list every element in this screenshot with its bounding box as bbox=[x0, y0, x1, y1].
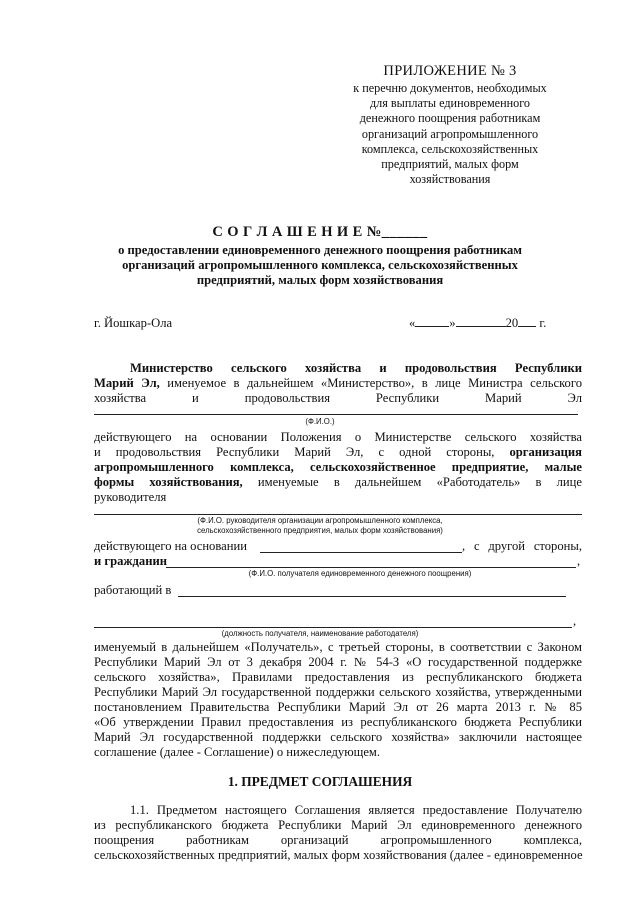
body-line: Министерство сельского хозяйства и продовольствия Республики bbox=[130, 361, 582, 375]
appendix-line: к перечню документов, необходимых bbox=[353, 81, 547, 95]
body-line: действующего на основании Положения о Министерстве сельского хозяйства bbox=[94, 430, 582, 444]
fio-blank-line bbox=[94, 414, 578, 415]
body-line: , с другой стороны, bbox=[462, 539, 582, 553]
comma: , bbox=[573, 614, 577, 628]
head-blank-line bbox=[94, 514, 582, 515]
date-close-quote: » bbox=[449, 316, 456, 330]
year-prefix: 20 bbox=[505, 316, 519, 330]
body-line: Марий Эл, именуемое в дальнейшем «Министерство», в лице Министра сельского bbox=[94, 376, 582, 390]
body-line: именуемый в дальнейшем «Получатель», с третьей стороны, в соответствии с Законом bbox=[94, 640, 582, 654]
body-line: сельского хозяйства», Правилами предоставления из республиканского бюджета bbox=[94, 670, 582, 684]
body-line: соглашение (далее - Соглашение) о нижеследующем. bbox=[94, 745, 381, 759]
appendix-line: для выплаты единовременного bbox=[369, 96, 531, 111]
comma: , bbox=[577, 554, 581, 568]
appendix-header bbox=[340, 62, 560, 187]
date-open-quote: « bbox=[409, 316, 416, 330]
workplace-blank-line bbox=[178, 596, 566, 597]
body-line: формы хозяйствования, именуемые в дальнейшем «Работодатель» в лице bbox=[94, 475, 582, 489]
appendix-line: денежного поощрения работникам bbox=[359, 111, 541, 126]
date-line bbox=[409, 316, 546, 331]
basis-blank-line bbox=[260, 552, 462, 553]
body-line: Марий Эл государственной поддержки сельского хозяйства» заключили настоящее bbox=[94, 730, 582, 744]
body-line: Республики Марий Эл государственной поддержки сельского хозяйства, утвержденными bbox=[94, 685, 582, 699]
appendix-line: комплекса, сельскохозяйственных bbox=[361, 141, 539, 156]
caption: (должность получателя, наименование работодателя) bbox=[221, 629, 419, 638]
section-heading: 1. ПРЕДМЕТ СОГЛАШЕНИЯ bbox=[227, 774, 413, 789]
caption: (Ф.И.О.) bbox=[305, 417, 335, 426]
appendix-line: хозяйствования bbox=[409, 172, 491, 187]
section-line: из республиканского бюджета Республики Марий Эл единовременного денежного bbox=[94, 818, 582, 832]
section-line: сельскохозяйственных предприятий, малых форм хозяйствования (далее - единовременное bbox=[94, 848, 583, 862]
body-line: «Об утверждении Правил предоставления из республиканского бюджета Республики bbox=[94, 715, 582, 729]
body-line: руководителя bbox=[94, 490, 167, 504]
day-blank bbox=[415, 316, 449, 327]
month-blank bbox=[456, 316, 506, 327]
body-line: действующего на основании bbox=[94, 539, 247, 553]
section-line: поощрения работникам организаций агропромышленного комплекса, bbox=[94, 833, 582, 847]
agreement-subtitle-line: о предоставлении единовременного денежного поощрения работникам bbox=[118, 243, 522, 257]
agreement-subtitle-line: предприятий, малых форм хозяйствования bbox=[196, 273, 444, 287]
body-line: и гражданин bbox=[94, 554, 167, 568]
appendix-line: организаций агропромышленного bbox=[361, 126, 539, 141]
agreement-subtitle-line: организаций агропромышленного комплекса, сельскохозяйственных bbox=[122, 258, 518, 272]
place: г. Йошкар-Ола bbox=[94, 316, 173, 330]
agreement-title: С О Г Л А Ш Е Н И Е №______ bbox=[212, 224, 428, 240]
position-blank-line bbox=[94, 627, 572, 628]
appendix-title: ПРИЛОЖЕНИЕ № 3 bbox=[383, 63, 517, 79]
citizen-blank-line bbox=[166, 567, 576, 568]
caption: сельскохозяйственного предприятия, малых форм хозяйствования) bbox=[197, 526, 443, 535]
caption: (Ф.И.О. руководителя организации агропромышленного комплекса, bbox=[197, 516, 443, 525]
appendix-line: предприятий, малых форм bbox=[381, 157, 519, 172]
body-line: постановлением Правительства Республики Марий Эл от 26 марта 2013 г. № 85 bbox=[94, 700, 582, 714]
year-suffix: г. bbox=[539, 316, 547, 330]
body-line: и продовольствия Республики Марий Эл, с одной стороны, организация bbox=[94, 445, 582, 459]
section-line: 1.1. Предметом настоящего Соглашения является предоставление Получателю bbox=[130, 803, 582, 817]
year-blank bbox=[518, 316, 536, 327]
body-line: Республики Марий Эл от 3 декабря 2004 г. № 54-З «О государственной поддержке bbox=[94, 655, 582, 669]
caption: (Ф.И.О. получателя единовременного денежного поощрения) bbox=[248, 569, 472, 578]
body-line: агропромышленного комплекса, сельскохозяйственное предприятие, малые bbox=[94, 460, 582, 474]
body-line: работающий в bbox=[94, 583, 172, 597]
body-line: хозяйства и продовольствия Республики Марий Эл bbox=[94, 391, 582, 405]
